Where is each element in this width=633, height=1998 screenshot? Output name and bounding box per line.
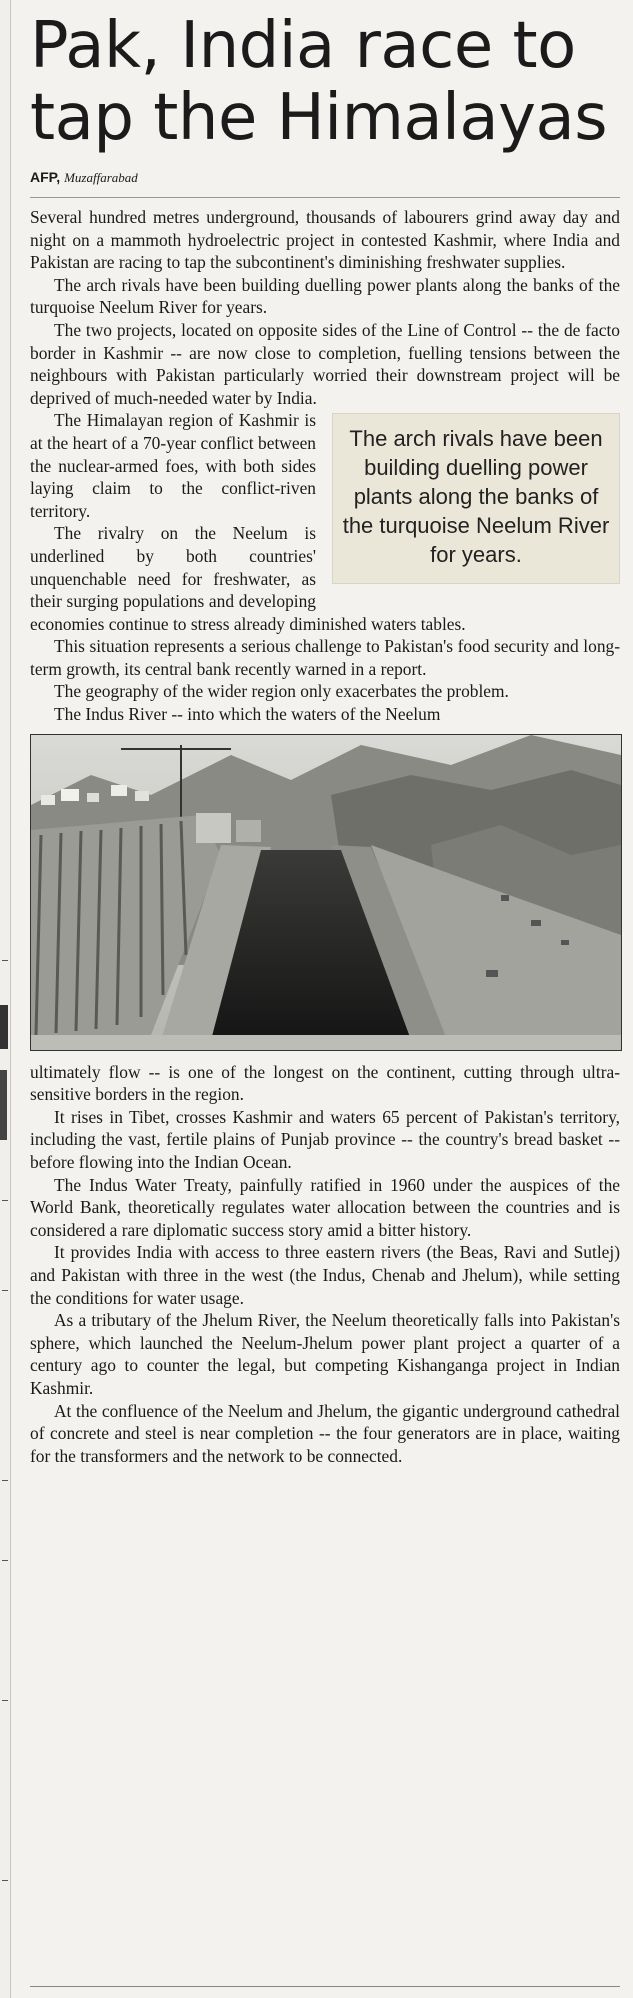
pull-quote: The arch rivals have been building duelling power plants along the banks of the turquoise Neelum River for years. — [332, 413, 620, 584]
byline — [30, 168, 620, 187]
agency-name: AFP, — [30, 169, 61, 185]
bottom-rule — [30, 1986, 620, 1987]
dateline: Muzaffarabad — [64, 170, 138, 185]
article-paragraph: The geography of the wider region only exacerbates the problem. — [54, 681, 509, 702]
article-paragraph: The arch rivals have been building duelling power plants along the banks of the turquoise Neelum River for years. — [30, 274, 620, 318]
article-paragraph: The Himalayan region of Kashmir is at the heart of a 70-year conflict between the nuclear-armed foes, with both sides laying claim to the conflict-riven territory. — [30, 410, 316, 521]
article-paragraph: Several hundred metres underground, thousands of labourers grind away day and night on a mammoth hydroelectric project in contested Kashmir, where India and Pakistan are racing to tap the subcontinent's diminishing freshwater supplies. — [30, 207, 620, 273]
headline-line-2: tap the Himalayas — [30, 81, 608, 155]
article-paragraph: The Indus Water Treaty, painfully ratified in 1960 under the auspices of the World Bank, theoretically regulates water allocation between the countries and is considered a rare diplomatic success story amid a bitter history. — [30, 1174, 620, 1240]
headline-line-1: Pak, India race to — [30, 9, 576, 83]
news-article — [30, 0, 620, 1467]
adjacent-column-fragment — [0, 1005, 8, 1049]
dam-construction-photo — [30, 734, 622, 1051]
adjacent-column-fragment — [0, 1070, 7, 1140]
article-paragraph: The Indus River -- into which the waters of the Neelum — [54, 704, 441, 725]
article-paragraph: ultimately flow -- is one of the longest on the continent, cutting through ultra-sensitive borders in the region. — [30, 1061, 620, 1105]
article-paragraph: It provides India with access to three eastern rivers (the Beas, Ravi and Sutlej) and Pakistan with three in the west (the Indus, Chenab and Jhelum), while setting the conditions for water usage. — [30, 1242, 620, 1308]
article-paragraph: This situation represents a serious challenge to Pakistan's food security and long-term growth, its central bank recently warned in a report. — [30, 636, 620, 679]
article-paragraph: The rivalry on the Neelum is underlined by both countries' unquenchable need for freshwater, as their surging populations and developing economies continue to stress already diminished waters tables. — [30, 523, 466, 634]
headline — [30, 0, 620, 154]
article-paragraph: It rises in Tibet, crosses Kashmir and waters 65 percent of Pakistan's territory, including the vast, fertile plains of Punjab province -- the country's bread basket -- before flowing into the Indian Ocean. — [30, 1106, 620, 1173]
article-paragraph: The two projects, located on opposite sides of the Line of Control -- the de facto border in Kashmir -- are now close to completion, fuelling tensions between the neighbours with Pakistan particularly worried their downstream project will be deprived of much-needed water by India. — [30, 319, 620, 408]
article-body-top — [30, 206, 620, 726]
article-paragraph: At the confluence of the Neelum and Jhelum, the gigantic underground cathedral of concrete and steel is near completion -- the four generators are in place, waiting for the transformers and the network to be connected. — [30, 1400, 620, 1466]
article-paragraph: As a tributary of the Jhelum River, the Neelum theoretically falls into Pakistan's sphere, which launched the Neelum-Jhelum power plant project a quarter of a century ago to counter the legal, but competing Kishanganga project in Indian Kashmir. — [30, 1310, 620, 1398]
byline-divider — [30, 197, 620, 198]
adjacent-column-edge — [0, 0, 11, 1998]
article-body-bottom — [30, 1061, 620, 1468]
